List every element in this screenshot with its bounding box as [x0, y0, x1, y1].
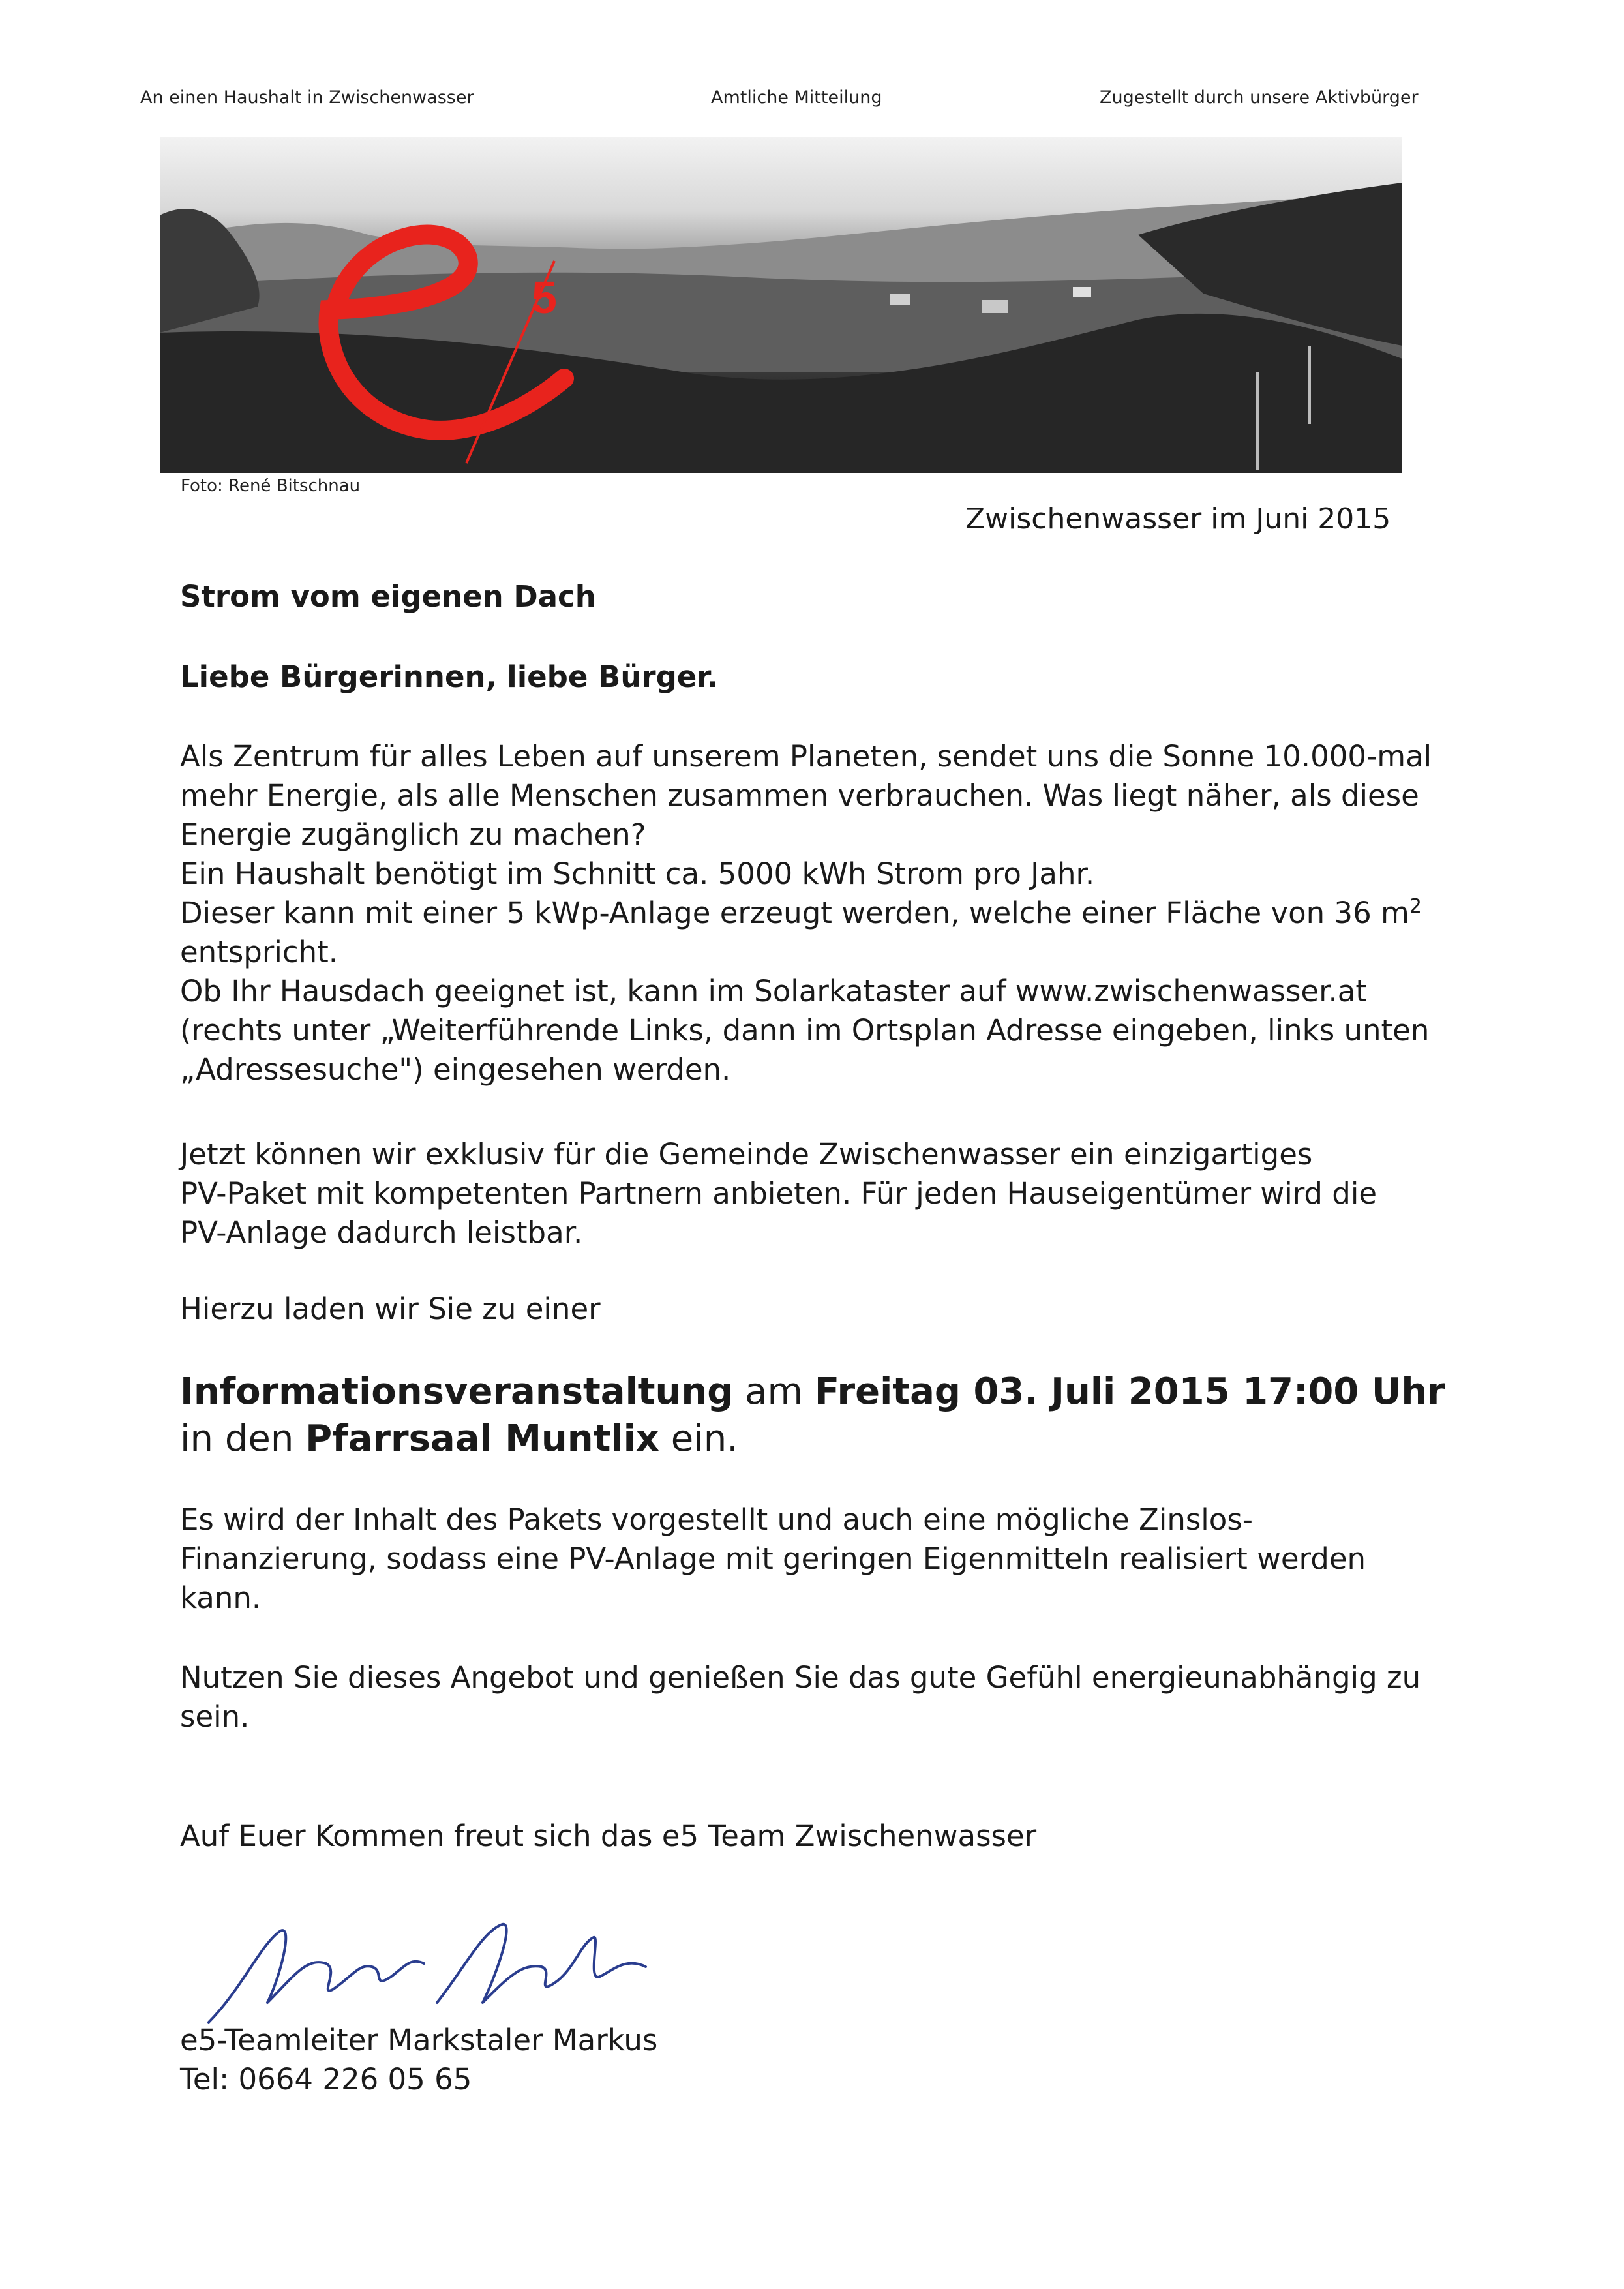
- text-line: Als Zentrum für alles Leben auf unserem Planeten, sendet uns die Sonne 10.000-mal: [180, 739, 1432, 774]
- house-shape: [1073, 287, 1091, 297]
- header-recipient: An einen Haushalt in Zwischenwasser: [140, 87, 474, 108]
- event-line-2: [180, 1416, 1426, 1463]
- signer-phone: Tel: 0664 226 05 65: [180, 2062, 472, 2097]
- text-line: Es wird der Inhalt des Pakets vorgestellt und auch eine mögliche Zinslos-: [180, 1502, 1254, 1537]
- header-delivery: Zugestellt durch unsere Aktivbürger: [1100, 87, 1419, 108]
- paragraph-appeal: [180, 1658, 1426, 1736]
- event-location: Pfarrsaal Muntlix: [305, 1417, 659, 1460]
- letter-title: Strom vom eigenen Dach: [180, 579, 596, 614]
- paragraph-offer: [180, 1135, 1426, 1252]
- event-date: Freitag 03. Juli 2015 17:00 Uhr: [814, 1371, 1445, 1413]
- handwritten-signature: [202, 1905, 672, 2038]
- text-line: PV-Paket mit kompetenten Partnern anbieten. Für jeden Hauseigentümer wird die: [180, 1176, 1377, 1211]
- event-am: am: [733, 1371, 815, 1413]
- fence-post-shape: [1256, 372, 1259, 470]
- paragraph-content: [180, 1500, 1426, 1618]
- event-line-1: [180, 1369, 1445, 1416]
- landscape-banner-photo: [160, 137, 1402, 473]
- text-line: Nutzen Sie dieses Angebot und genießen Sie das gute Gefühl energieunabhängig zu: [180, 1660, 1421, 1695]
- text-line: sein.: [180, 1699, 250, 1734]
- paragraph-intro: [180, 737, 1432, 1089]
- event-announcement: [180, 1369, 1445, 1463]
- letter-greeting: Liebe Bürgerinnen, liebe Bürger.: [180, 659, 719, 694]
- fence-post-shape: [1308, 346, 1311, 424]
- text-line: „Adressesuche") eingesehen werden.: [180, 1052, 731, 1087]
- text-line: kann.: [180, 1581, 262, 1615]
- text-line: Ob Ihr Hausdach geeignet ist, kann im Solarkataster auf www.zwischenwasser.at: [180, 974, 1367, 1008]
- text-line: Ein Haushalt benötigt im Schnitt ca. 5000 kWh Strom pro Jahr.: [180, 856, 1095, 891]
- text-line: Energie zugänglich zu machen?: [180, 817, 646, 852]
- signer-role-name: e5-Teamleiter Markstaler Markus: [180, 2023, 658, 2057]
- event-ein: ein.: [659, 1417, 739, 1460]
- text-line: (rechts unter „Weiterführende Links, dann im Ortsplan Adresse eingeben, links unten: [180, 1013, 1430, 1048]
- photo-caption: Foto: René Bitschnau: [181, 476, 361, 496]
- text-segment: Dieser kann mit einer 5 kWp-Anlage erzeugt werden, welche einer Fläche von 36 m: [180, 896, 1409, 930]
- text-line: PV-Anlage dadurch leistbar.: [180, 1215, 583, 1250]
- signer-block: [180, 2021, 1426, 2099]
- closing-line: Auf Euer Kommen freut sich das e5 Team Zwischenwasser: [180, 1819, 1037, 1853]
- paragraph-invitation: Hierzu laden wir Sie zu einer: [180, 1292, 601, 1326]
- house-shape: [890, 294, 910, 305]
- superscript: 2: [1409, 895, 1422, 918]
- house-shape: [982, 300, 1008, 313]
- text-line: entspricht.: [180, 935, 338, 969]
- dateline: Zwischenwasser im Juni 2015: [965, 502, 1391, 536]
- text-line: [180, 894, 1426, 933]
- text-line: mehr Energie, als alle Menschen zusammen verbrauchen. Was liegt näher, als diese: [180, 778, 1419, 813]
- text-line: Jetzt können wir exklusiv für die Gemeinde Zwischenwasser ein einzigartiges: [180, 1137, 1313, 1172]
- event-name: Informationsveranstaltung: [180, 1371, 734, 1413]
- event-in-den: in den: [180, 1417, 306, 1460]
- text-line: Finanzierung, sodass eine PV-Anlage mit geringen Eigenmitteln realisiert werden: [180, 1541, 1366, 1576]
- logo-number: 5: [532, 272, 557, 323]
- header-notice-type: Amtliche Mitteilung: [711, 87, 882, 108]
